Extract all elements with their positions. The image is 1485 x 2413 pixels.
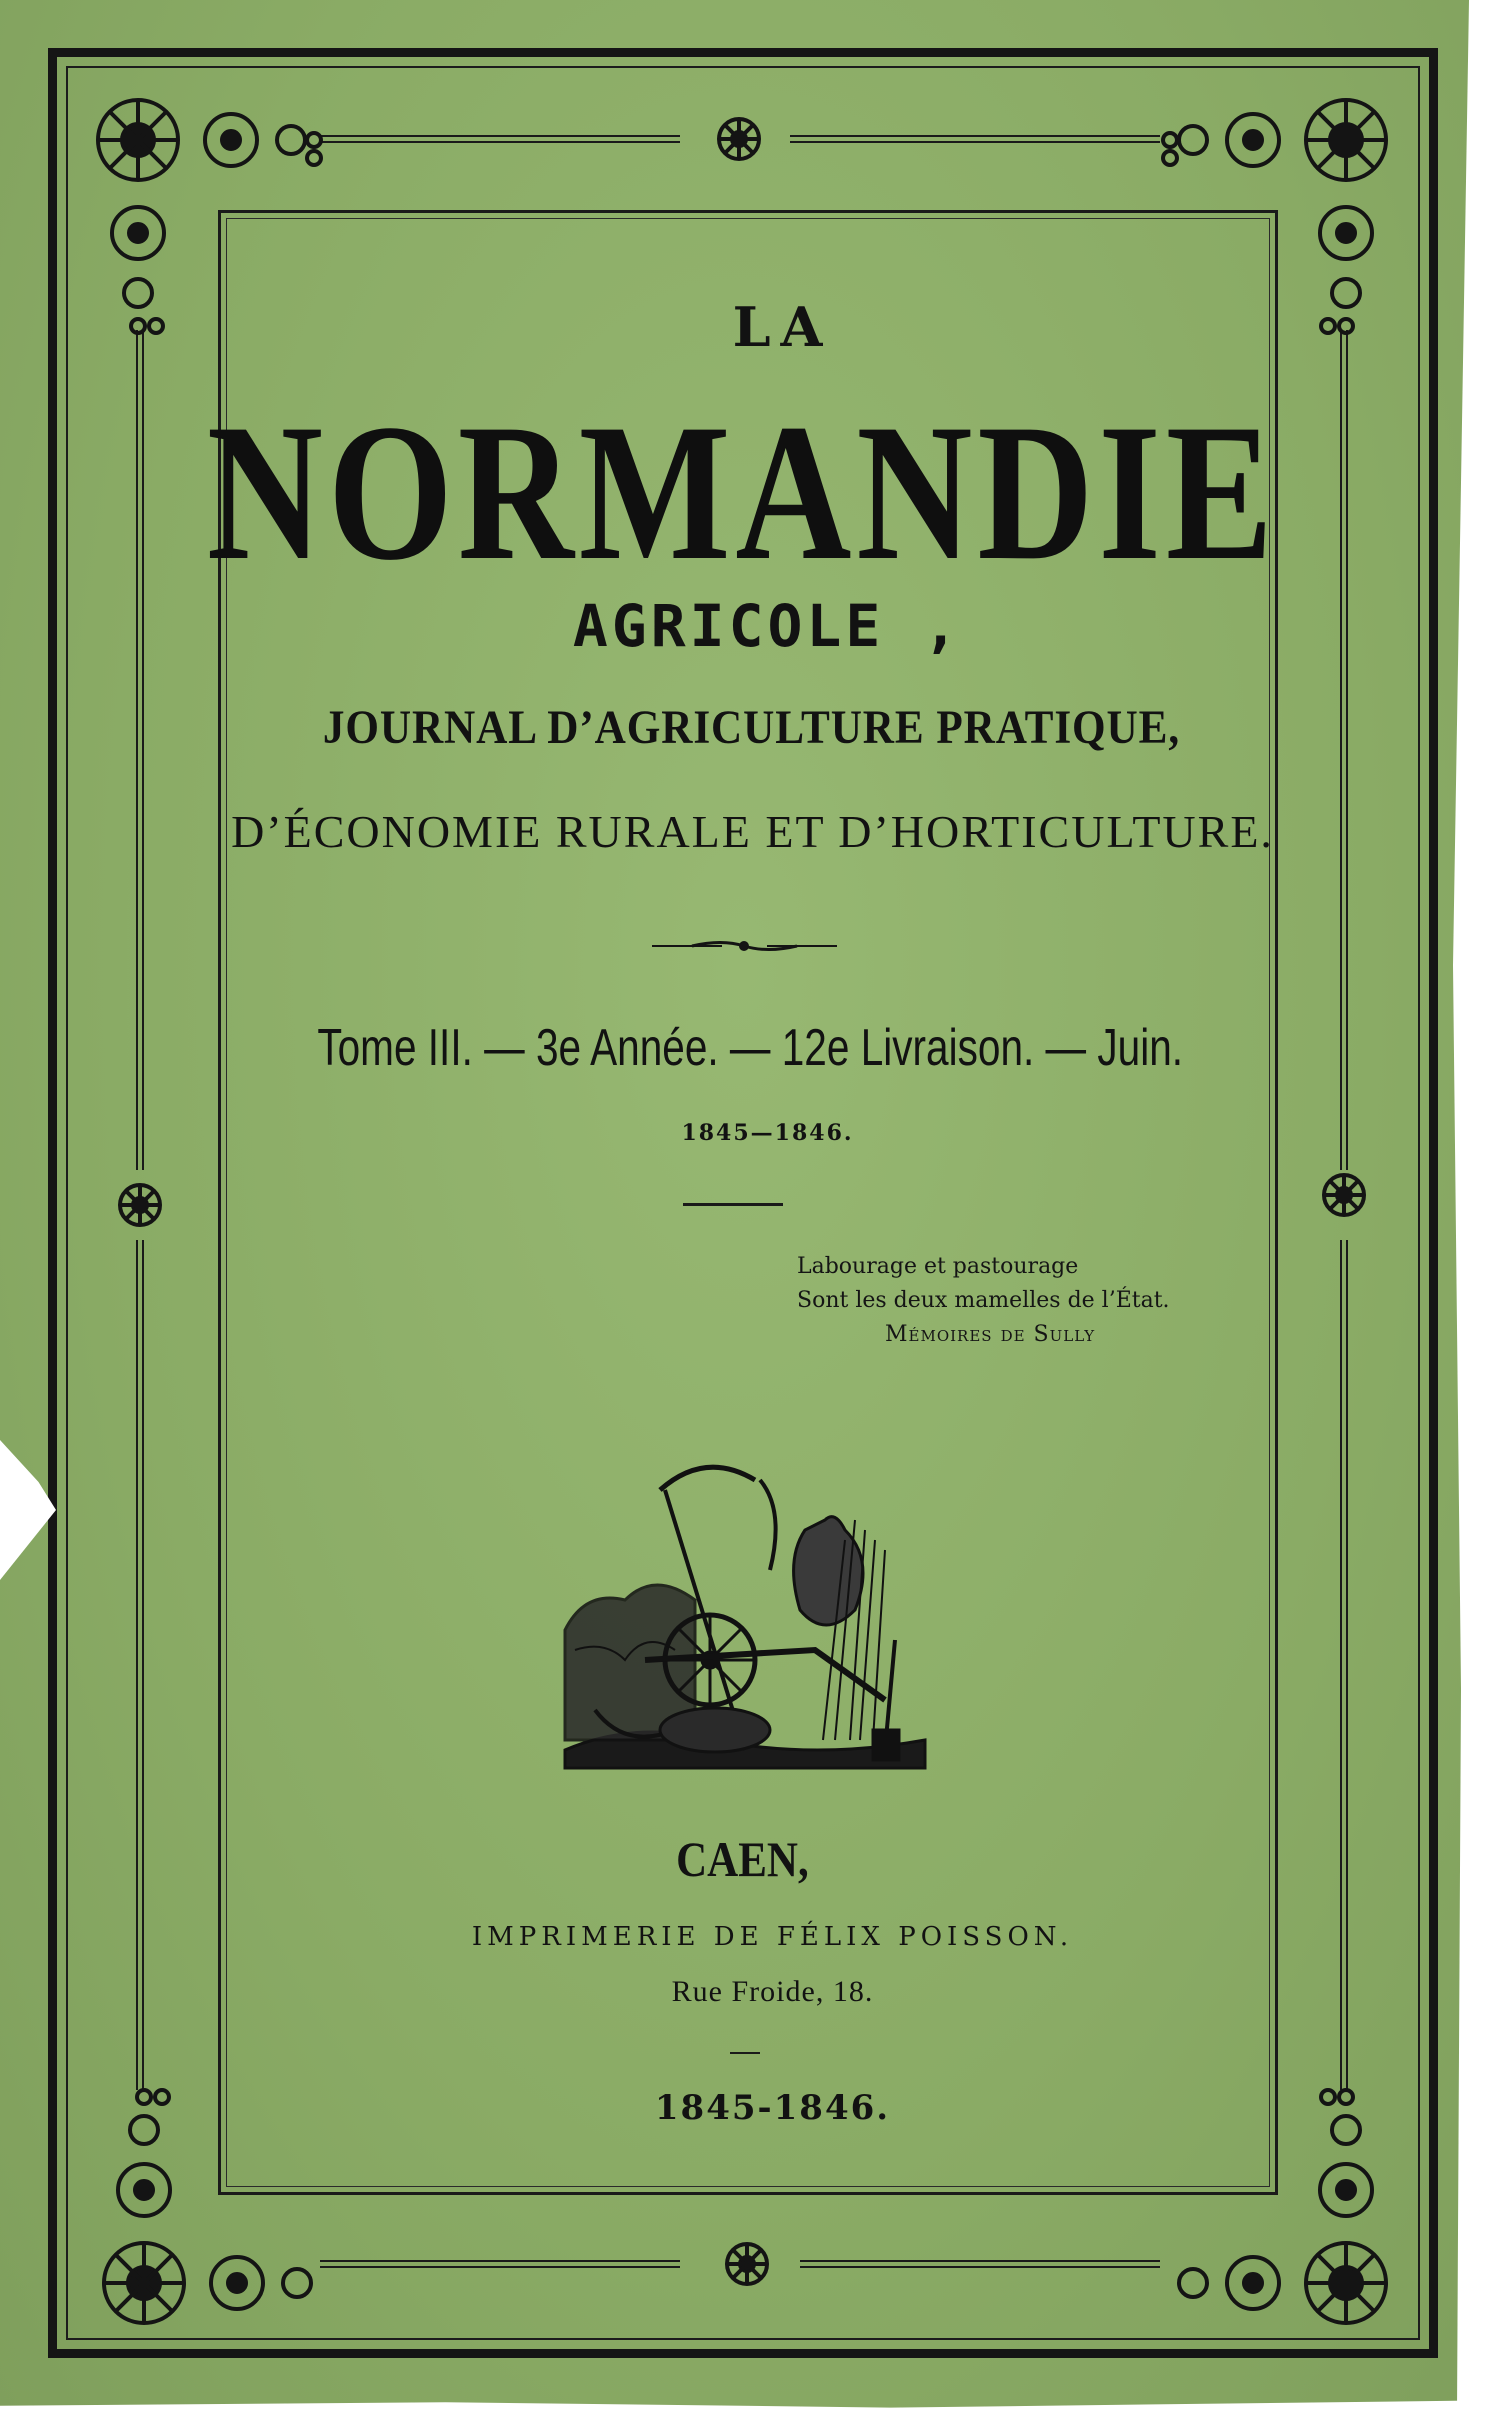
epigraph-attribution: Mémoires de Sully — [885, 1322, 1096, 1347]
epigraph — [797, 1250, 1170, 1352]
tiny-divider — [730, 2052, 760, 2054]
rosette-right-center — [1317, 1168, 1371, 1222]
left-rule-bottom — [136, 1240, 144, 2090]
title-agricole: AGRICOLE , — [572, 592, 963, 660]
imprint-address: Rue Froide, 18. — [671, 1975, 874, 2008]
right-rule-bottom — [1340, 1240, 1348, 2090]
short-divider — [683, 1203, 783, 1206]
separator-ornament — [652, 938, 837, 957]
bottom-rule-right — [800, 2260, 1160, 2268]
issue-line: Tome III. — 3e Année. — 12e Livraison. — Juin. — [317, 1019, 1184, 1077]
rosette-left-center — [113, 1178, 167, 1232]
farm-tools-engraving — [555, 1450, 935, 1774]
epigraph-line-2: Sont les deux mamelles de l’État. — [797, 1288, 1170, 1313]
imprint-city: CAEN, — [676, 1831, 809, 1887]
bottom-rule-left — [320, 2260, 680, 2268]
torn-right-edge — [1445, 0, 1485, 2413]
top-rule-right — [790, 135, 1160, 143]
title-la: LA — [732, 295, 833, 359]
imprint-years: 1845-1846. — [654, 2088, 891, 2128]
torn-bottom-edge — [0, 2395, 1485, 2413]
rosette-top-center — [712, 112, 766, 166]
subtitle-economie: D’ÉCONOMIE RURALE ET D’HORTICULTURE. — [231, 806, 1274, 857]
imprint-printer: IMPRIMERIE DE FÉLIX POISSON. — [471, 1922, 1074, 1952]
subtitle-journal: JOURNAL D’AGRICULTURE PRATIQUE, — [322, 701, 1181, 754]
rosette-bottom-center — [720, 2237, 774, 2291]
top-rule-left — [320, 135, 680, 143]
title-normandie: NORMANDIE — [206, 384, 1278, 601]
issue-years: 1845—1846. — [681, 1120, 854, 1146]
epigraph-line-1: Labourage et pastourage — [797, 1254, 1079, 1279]
